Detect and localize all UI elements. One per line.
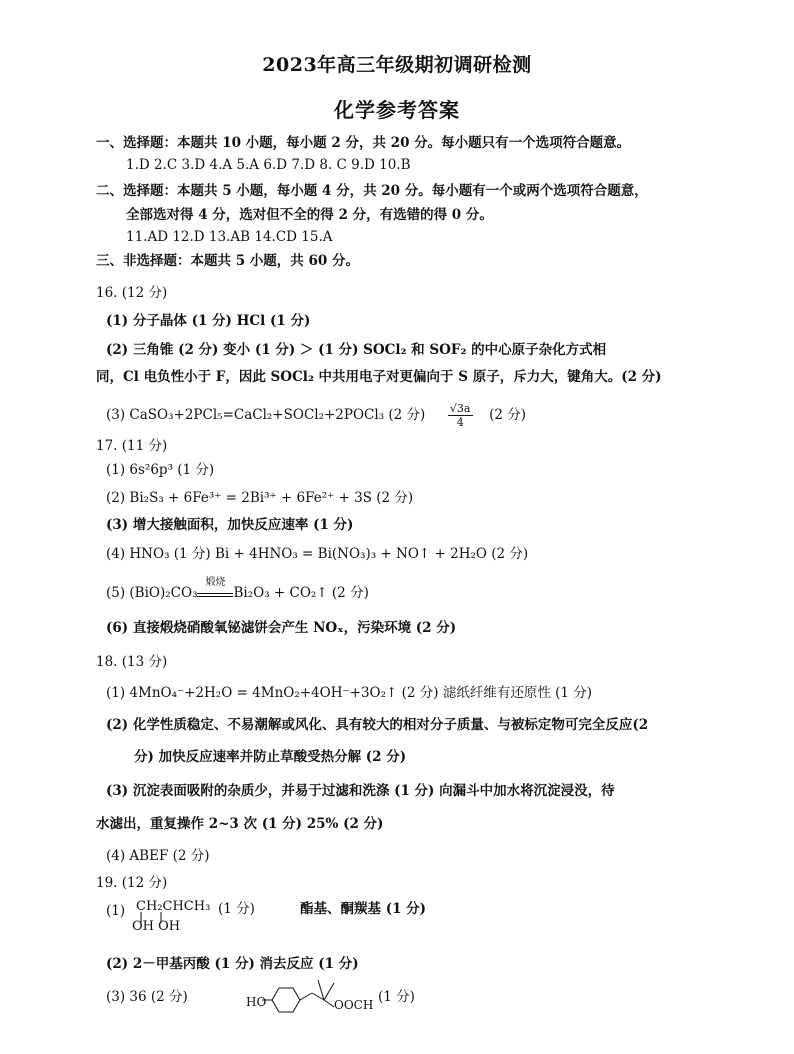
q17-line6: (6) 直接煅烧硝酸氧铋滤饼会产生 NOₓ，污染环境 (2 分) bbox=[106, 620, 457, 636]
q19-line1-label: (1) bbox=[106, 903, 126, 919]
q16-line1: (1) 分子晶体 (1 分) HCl (1 分) bbox=[106, 313, 311, 329]
q16-line2a: (2) 三角锥 (2 分) 变小 (1 分) ＞ (1 分) SOCl₂ 和 SOF₂ 的中心原子杂化方式相 bbox=[106, 342, 607, 358]
q19-ester-label: OOCH bbox=[334, 998, 374, 1012]
q18-line3a: (3) 沉淀表面吸附的杂质少，并易于过滤和洗涤 (1 分) 向漏斗中加水将沉淀浸没，待 bbox=[106, 783, 615, 799]
q17-line1: (1) 6s²6p³ (1 分) bbox=[106, 462, 215, 478]
q18-line4: (4) ABEF (2 分) bbox=[106, 848, 210, 864]
q18-line2a: (2) 化学性质稳定、不易潮解或风化、具有较大的相对分子质量、与被标定物可完全反应(2 bbox=[106, 717, 649, 733]
q17-header: 17. (11 分) bbox=[96, 438, 168, 454]
q16-line3-score: (2 分) bbox=[489, 407, 527, 423]
q17-line4: (4) HNO₃ (1 分) Bi + 4HNO₃ = Bi(NO₃)₃ + NO↑ + 2H₂O (2 分) bbox=[106, 546, 529, 562]
q17-line5-products: Bi₂O₃ + CO₂↑ (2 分) bbox=[233, 585, 369, 601]
q19-line3-label: (3) 36 (2 分) bbox=[106, 989, 188, 1005]
section3-heading: 三、非选择题：本题共 5 小题，共 60 分。 bbox=[96, 253, 359, 269]
reaction-condition: 煅烧 bbox=[205, 577, 226, 588]
q17-line5 bbox=[106, 577, 369, 602]
q16-line3-equation: (3) CaSO₃+2PCl₅=CaCl₂+SOCl₂+2POCl₃ (2 分) bbox=[106, 407, 426, 423]
page-title: 2023年高三年级期初调研检测 bbox=[262, 54, 532, 76]
section2-answers: 11.AD 12.D 13.AB 14.CD 15.A bbox=[126, 229, 333, 245]
q18-line2b: 分) 加快反应速率并防止草酸受热分解 (2 分) bbox=[134, 749, 407, 765]
reaction-arrow bbox=[197, 577, 233, 602]
q19-structure-formula: CH₂CHCH₃ bbox=[136, 899, 211, 914]
q19-header: 19. (12 分) bbox=[96, 875, 168, 891]
section2-heading: 二、选择题：本题共 5 小题，每小题 4 分，共 20 分。每小题有一个或两个选项符合题意， bbox=[96, 183, 648, 199]
equals-sign-icon bbox=[197, 593, 233, 597]
q19-hydroxyl-groups: OH OH bbox=[132, 919, 181, 934]
q16-line3 bbox=[106, 402, 526, 429]
q19-line1-score: (1 分) bbox=[218, 901, 255, 917]
q16-line2b: 同，Cl 电负性小于 F，因此 SOCl₂ 中共用电子对更偏向于 S 原子，斥力大，键角大。(2 分) bbox=[96, 369, 662, 385]
q16-fraction bbox=[448, 402, 473, 429]
q16-header: 16. (12 分) bbox=[96, 285, 168, 301]
q19-line2: (2) 2－甲基丙酸 (1 分) 消去反应 (1 分) bbox=[106, 956, 359, 972]
fraction-denominator: 4 bbox=[456, 416, 464, 429]
page-subtitle: 化学参考答案 bbox=[334, 98, 460, 122]
q19-line3-score: (1 分) bbox=[378, 989, 415, 1005]
q19-ho-label: HO bbox=[246, 995, 267, 1009]
section1-heading: 一、选择题：本题共 10 小题，每小题 2 分，共 20 分。每小题只有一个选项符合题意。 bbox=[96, 135, 631, 151]
q17-line5-reactant: (5) (BiO)₂CO₃ bbox=[106, 585, 198, 601]
fraction-numerator: √3a bbox=[449, 402, 471, 415]
q19-functional-groups: 酯基、酮羰基 (1 分) bbox=[300, 901, 427, 917]
q17-line3: (3) 增大接触面积，加快反应速率 (1 分) bbox=[106, 517, 354, 533]
q18-header: 18. (13 分) bbox=[96, 654, 168, 670]
section2-rule: 全部选对得 4 分，选对但不全的得 2 分，有选错的得 0 分。 bbox=[126, 207, 493, 223]
q17-line2: (2) Bi₂S₃ + 6Fe³⁺ = 2Bi³⁺ + 6Fe²⁺ + 3S (2 分) bbox=[106, 490, 414, 506]
q18-line3b: 水滤出，重复操作 2~3 次 (1 分) 25% (2 分) bbox=[96, 816, 384, 832]
q18-line1: (1) 4MnO₄⁻+2H₂O = 4MnO₂+4OH⁻+3O₂↑ (2 分) 滤纸纤维有还原性 (1 分) bbox=[106, 685, 593, 701]
section1-answers: 1.D 2.C 3.D 4.A 5.A 6.D 7.D 8. C 9.D 10.B bbox=[126, 157, 411, 173]
